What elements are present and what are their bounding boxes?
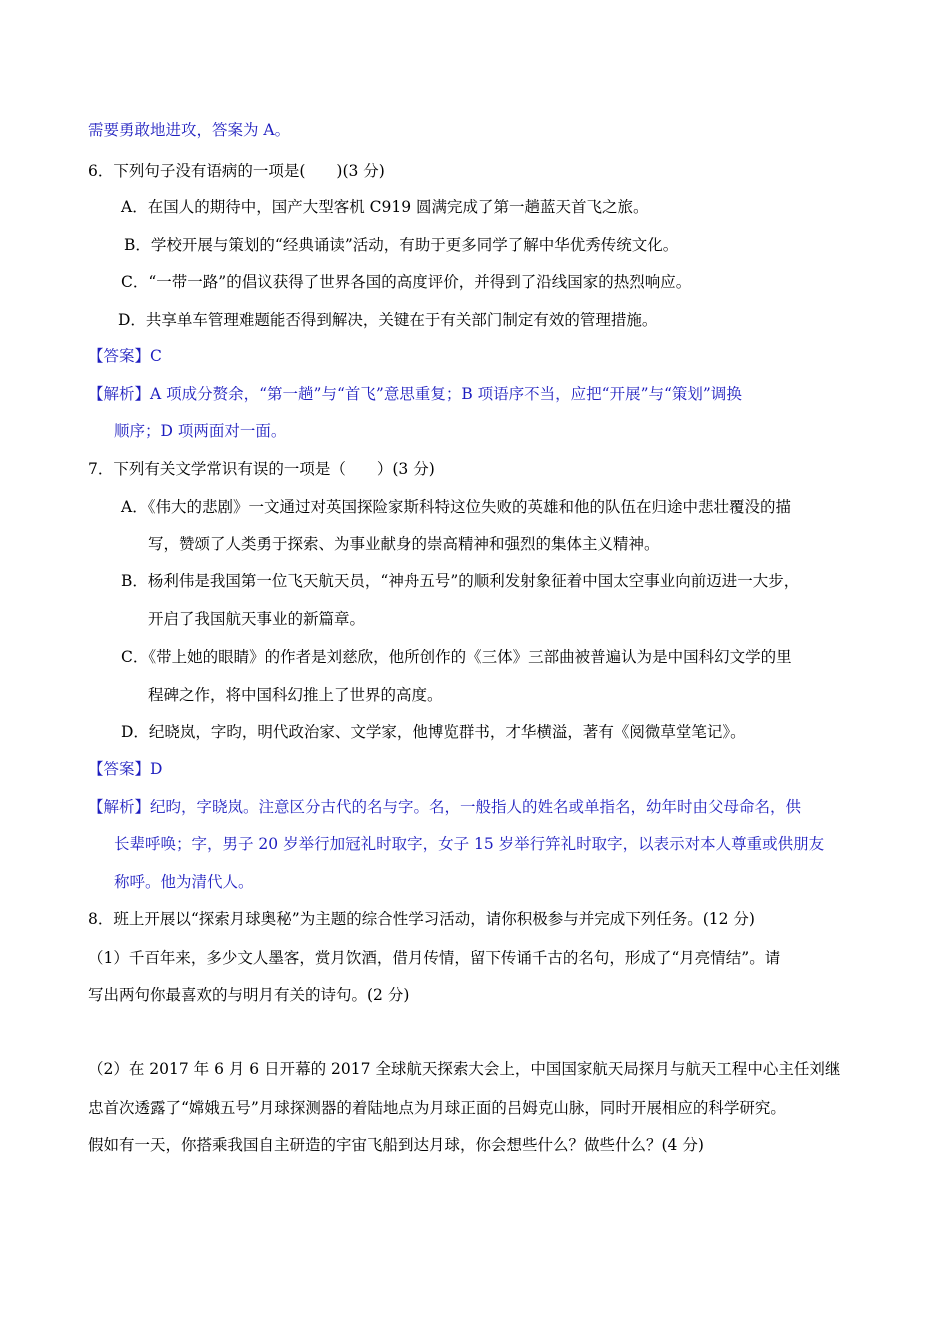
q7-option-b-line-2: 开启了我国航天事业的新篇章。 — [148, 610, 366, 628]
q7-option-a-line-1: A．《伟大的悲剧》一文通过对英国探险家斯科特这位失败的英雄和他的队伍在归途中悲壮覆没的描 — [121, 498, 791, 516]
q7-answer-value: D — [150, 760, 163, 778]
q7-answer-label: 【答案】 — [88, 760, 151, 778]
q8-sub2-line-1: （2）在 2017 年 6 月 6 日开幕的 2017 全球航天探索大会上，中国国家航天局探月与航天工程中心主任刘继 — [88, 1060, 841, 1078]
q7-analysis-line-2: 长辈呼唤；字，男子 20 岁举行加冠礼时取字，女子 15 岁举行笄礼时取字，以表示对本人尊重或供朋友 — [114, 835, 825, 853]
q7-stem: 7．下列有关文学常识有误的一项是（ ）(3 分) — [88, 460, 435, 478]
q6-option-b: B．学校开展与策划的“经典诵读”活动，有助于更多同学了解中华优秀传统文化。 — [124, 236, 679, 254]
q6-analysis-label: 【解析】 — [88, 385, 151, 403]
prev-analysis-tail: 需要勇敢地进攻，答案为 A。 — [88, 121, 291, 139]
q7-option-b-line-1: B．杨利伟是我国第一位飞天航天员，“神舟五号”的顺利发射象征着中国太空事业向前迈进一大步， — [121, 572, 800, 590]
q6-analysis-line-1: A 项成分赘余，“第一趟”与“首飞”意思重复；B 项语序不当，应把“开展”与“策划”调换 — [150, 385, 742, 403]
q6-option-d: D．共享单车管理难题能否得到解决，关键在于有关部门制定有效的管理措施。 — [118, 311, 658, 329]
q7-option-a-line-2: 写，赞颂了人类勇于探索、为事业献身的崇高精神和强烈的集体主义精神。 — [148, 535, 660, 553]
q7-option-c-line-1: C．《带上她的眼睛》的作者是刘慈欣，他所创作的《三体》三部曲被普遍认为是中国科幻文学的里 — [121, 648, 792, 666]
q7-option-d: D．纪晓岚，字昀，明代政治家、文学家，他博览群书，才华横溢，著有《阅微草堂笔记》。 — [121, 723, 746, 741]
q6-answer — [88, 346, 162, 366]
q6-option-a: A．在国人的期待中，国产大型客机 C919 圆满完成了第一趟蓝天首飞之旅。 — [121, 198, 649, 216]
q8-sub2-line-2: 忠首次透露了“嫦娥五号”月球探测器的着陆地点为月球正面的吕姆克山脉，同时开展相应的科学研究。 — [88, 1099, 786, 1117]
q6-answer-label: 【答案】 — [88, 347, 151, 365]
q6-option-c: C．“一带一路”的倡议获得了世界各国的高度评价，并得到了沿线国家的热烈响应。 — [121, 273, 692, 291]
q7-answer — [88, 759, 162, 779]
q6-analysis — [88, 384, 742, 404]
q8-stem: 8．班上开展以“探索月球奥秘”为主题的综合性学习活动，请你积极参与并完成下列任务。(12 分) — [88, 910, 755, 928]
q6-answer-value: C — [150, 347, 162, 365]
q8-sub1-line-2: 写出两句你最喜欢的与明月有关的诗句。(2 分) — [88, 986, 410, 1004]
q7-option-c-line-2: 程碑之作，将中国科幻推上了世界的高度。 — [148, 686, 443, 704]
q7-analysis-line-1: 纪昀，字晓岚。注意区分古代的名与字。名，一般指人的姓名或单指名，幼年时由父母命名，供 — [150, 798, 802, 816]
q6-stem: 6．下列句子没有语病的一项是( )(3 分) — [88, 162, 385, 180]
q7-analysis — [88, 797, 801, 817]
q7-analysis-line-3: 称呼。他为清代人。 — [114, 873, 254, 891]
q8-sub2-line-3: 假如有一天，你搭乘我国自主研造的宇宙飞船到达月球，你会想些什么？做些什么？(4 分) — [88, 1136, 704, 1154]
q8-sub1-line-1: （1）千百年来，多少文人墨客，赏月饮酒，借月传情，留下传诵千古的名句，形成了“月亮情结”。请 — [88, 949, 781, 967]
q7-analysis-label: 【解析】 — [88, 798, 151, 816]
q6-analysis-line-2: 顺序；D 项两面对一面。 — [114, 422, 287, 440]
